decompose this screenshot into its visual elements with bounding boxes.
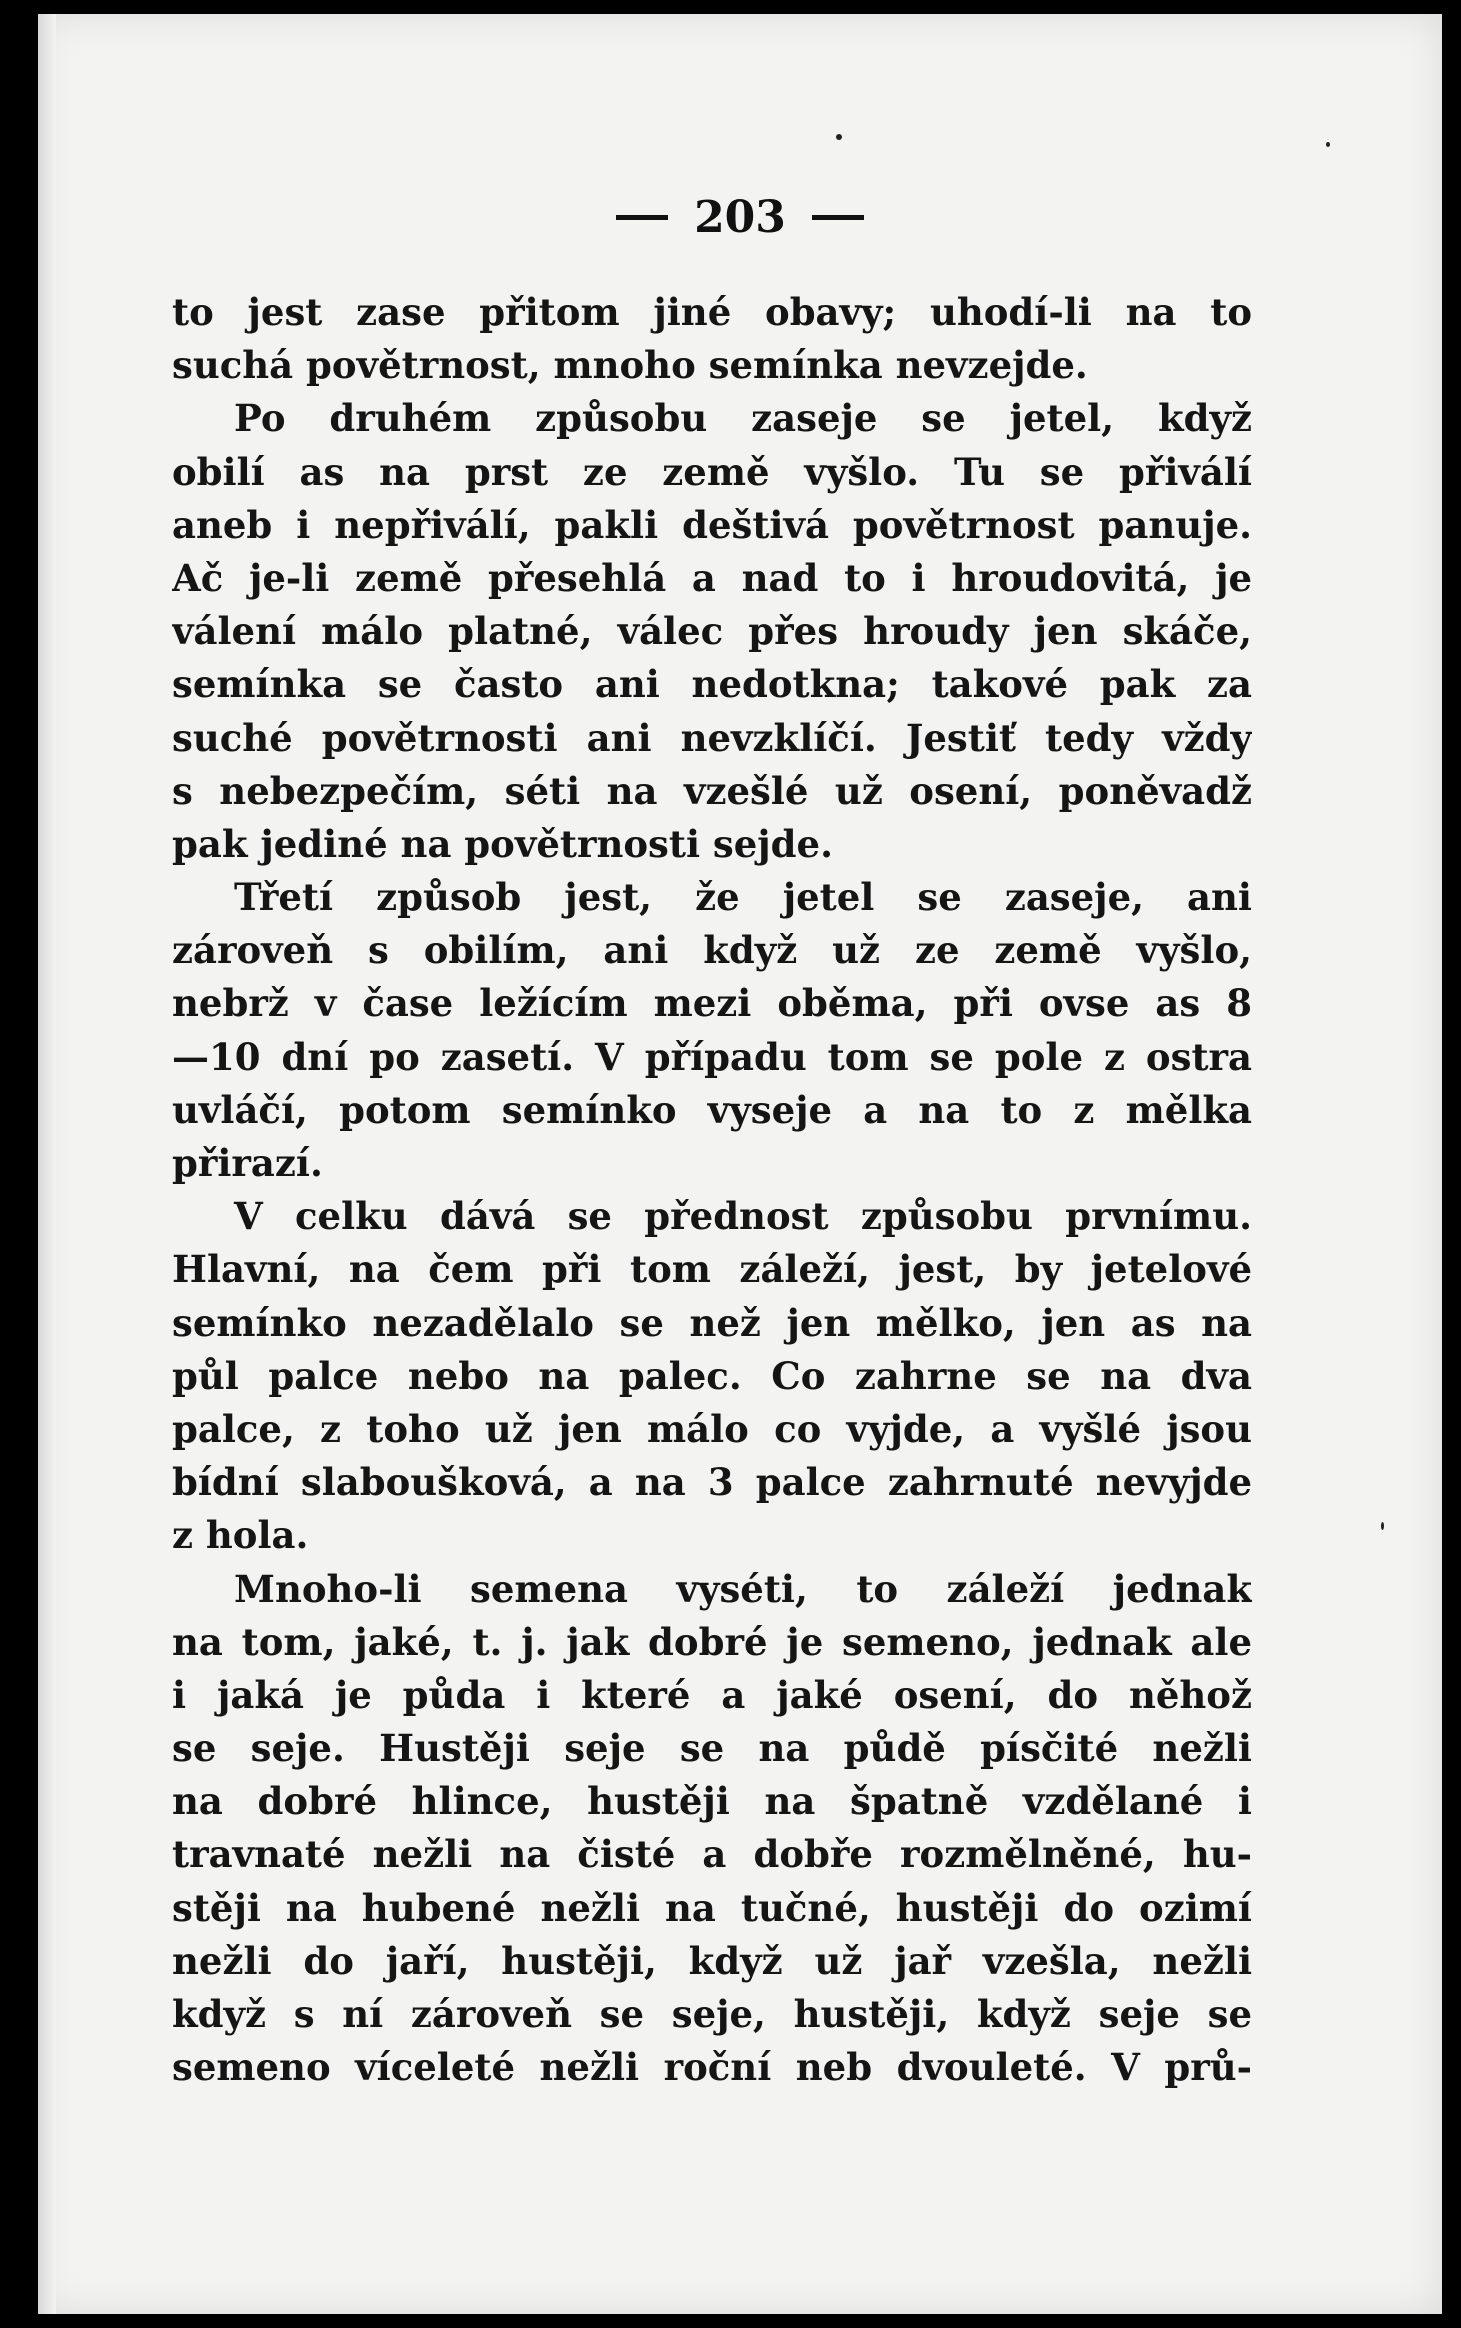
header-dash-right bbox=[812, 215, 864, 220]
header-dash-left bbox=[616, 215, 668, 220]
text-line: přirazí. bbox=[172, 1141, 323, 1185]
text-line: travnaté nežli na čisté a dobře rozmělněné, hu- bbox=[172, 1832, 1252, 1877]
page-gutter-shadow bbox=[38, 14, 56, 2314]
scan-speck bbox=[836, 134, 842, 140]
text-line: pak jediné na povětrnosti sejde. bbox=[172, 821, 833, 866]
page-number: 203 bbox=[694, 191, 786, 243]
text-line: Mnoho-li semena vyséti, to záleží jednak bbox=[234, 1566, 1252, 1611]
text-line: se seje. Hustěji seje se na půdě písčité nežli bbox=[172, 1726, 1252, 1771]
text-line: semínko nezadělalo se než jen mělko, jen as na bbox=[172, 1300, 1252, 1345]
text-line: na tom, jaké, t. j. jak dobré je semeno, jednak ale bbox=[172, 1619, 1252, 1664]
text-line: aneb i nepřiválí, pakli deštivá povětrnost panuje. bbox=[172, 502, 1252, 547]
text-line: —10 dní po zasetí. V případu tom se pole z ostra bbox=[172, 1034, 1252, 1079]
text-line: válení málo platné, válec přes hroudy jen skáče, bbox=[172, 609, 1252, 654]
text-line: Třetí způsob jest, že jetel se zaseje, ani bbox=[234, 875, 1252, 920]
book-page bbox=[38, 14, 1442, 2314]
page-header bbox=[38, 182, 1442, 252]
text-line: nebrž v čase ležícím mezi oběma, při ovse as 8 bbox=[172, 981, 1252, 1026]
scan-speck bbox=[1326, 142, 1330, 147]
text-line: obilí as na prst ze země vyšlo. Tu se přiválí bbox=[172, 449, 1252, 494]
text-line: V celku dává se přednost způsobu prvnímu. bbox=[234, 1194, 1252, 1239]
scan-speck bbox=[1381, 1522, 1384, 1530]
text-line: nežli do jaří, hustěji, když už jař vzešla, nežli bbox=[172, 1938, 1252, 1983]
text-line: Ač je-li země přesehlá a nad to i hroudovitá, je bbox=[172, 555, 1252, 600]
text-line: stěji na hubené nežli na tučné, hustěji do ozimí bbox=[172, 1885, 1252, 1930]
text-line: když s ní zároveň se seje, hustěji, když seje se bbox=[172, 1992, 1252, 2036]
text-line: palce, z toho už jen málo co vyjde, a vyšlé jsou bbox=[172, 1406, 1252, 1451]
text-line: zároveň s obilím, ani když už ze země vyšlo, bbox=[172, 928, 1252, 973]
text-line: na dobré hlince, hustěji na špatně vzdělané i bbox=[172, 1779, 1252, 1824]
text-line: to jest zase přitom jiné obavy; uhodí-li na to bbox=[172, 290, 1252, 334]
body-text bbox=[172, 286, 1252, 2094]
text-line: i jaká je půda i které a jaké osení, do něhož bbox=[172, 1672, 1252, 1717]
text-line: bídní slaboušková, a na 3 palce zahrnuté nevyjde bbox=[172, 1460, 1252, 1505]
text-line: uvláčí, potom semínko vyseje a na to z mělka bbox=[172, 1087, 1252, 1132]
text-line: z hola. bbox=[172, 1513, 309, 1558]
text-line: semeno víceleté nežli roční neb dvouleté. V prů- bbox=[172, 2045, 1252, 2090]
text-line: suché povětrnosti ani nevzklíčí. Jestiť tedy vždy bbox=[172, 715, 1252, 760]
text-line: s nebezpečím, séti na vzešlé už osení, poněvadž bbox=[172, 768, 1252, 813]
text-line: Hlavní, na čem při tom záleží, jest, by jetelové bbox=[172, 1247, 1252, 1292]
text-line: suchá povětrnost, mnoho semínka nevzejde. bbox=[172, 343, 1088, 388]
text-line: semínka se často ani nedotkna; takové pak za bbox=[172, 662, 1252, 707]
text-line: Po druhém způsobu zaseje se jetel, když bbox=[234, 396, 1252, 441]
text-line: půl palce nebo na palec. Co zahrne se na dva bbox=[172, 1353, 1252, 1398]
